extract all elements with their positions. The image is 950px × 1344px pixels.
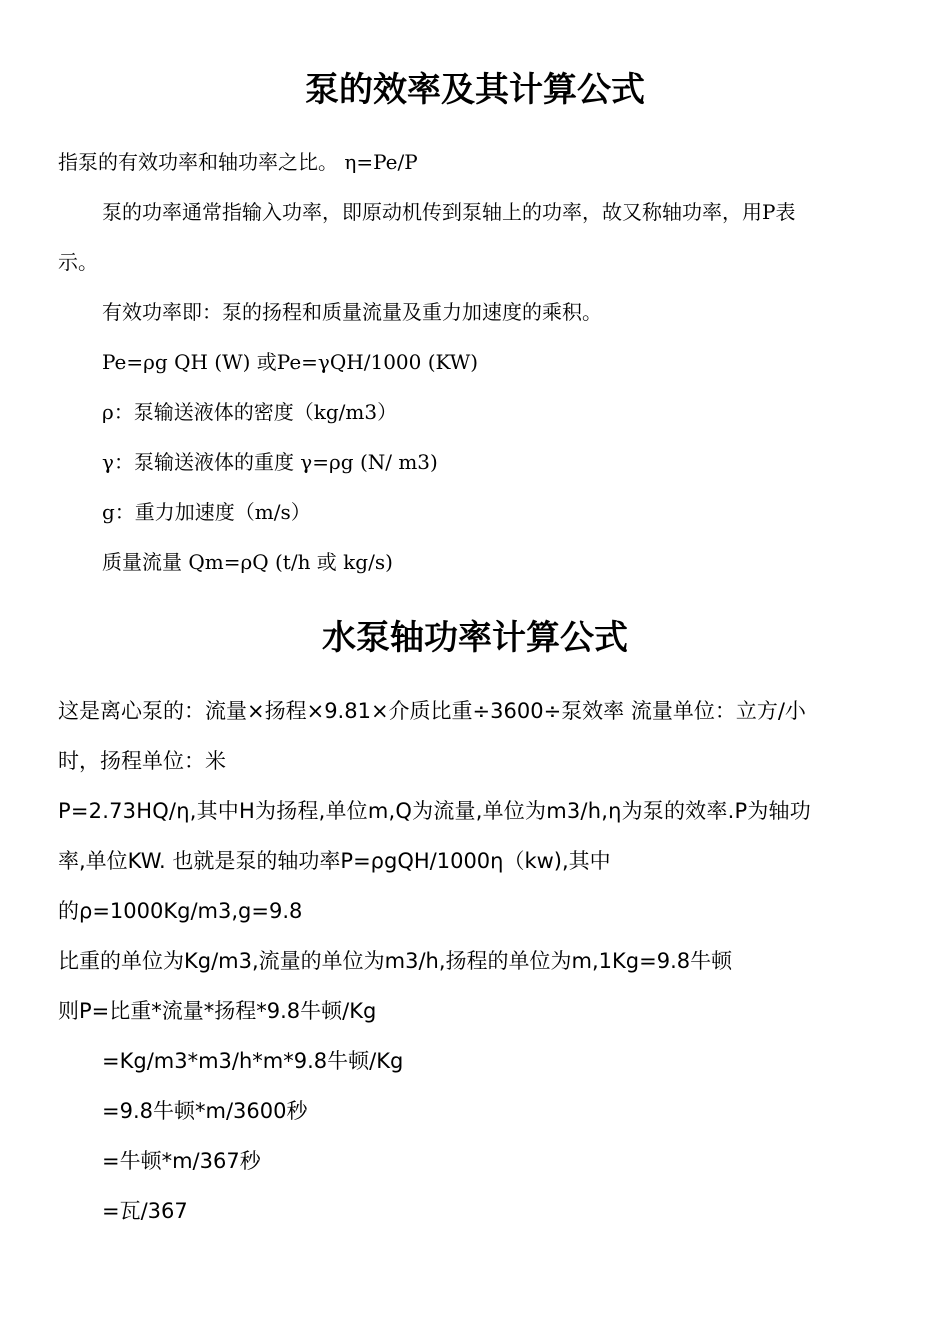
derivation-step-3: =9.8牛顿*m/3600秒 — [102, 1099, 308, 1123]
shaft-power-formula-line: P=2.73HQ/η,其中H为扬程,单位m,Q为流量,单位为m3/h,η为泵的效率.P为轴功 — [58, 799, 811, 823]
section-title-pump-efficiency: 泵的效率及其计算公式 — [305, 70, 645, 110]
gravity-definition: g：重力加速度（m/s） — [102, 500, 311, 524]
density-definition: ρ：泵输送液体的密度（kg/m3） — [102, 400, 398, 424]
derivation-step-1: 则P=比重*流量*扬程*9.8牛顿/Kg — [58, 999, 377, 1023]
unit-definitions-line: 比重的单位为Kg/m3,流量的单位为m3/h,扬程的单位为m,1Kg=9.8牛顿 — [58, 949, 733, 973]
definition-line: 指泵的有效功率和轴功率之比。 η=Pe/P — [58, 150, 418, 174]
effective-power-line: 有效功率即：泵的扬程和质量流量及重力加速度的乘积。 — [102, 300, 602, 324]
derivation-step-2: =Kg/m3*m3/h*m*9.8牛顿/Kg — [102, 1049, 404, 1073]
section-title-shaft-power: 水泵轴功率计算公式 — [322, 618, 628, 658]
shaft-power-line: 泵的功率通常指输入功率，即原动机传到泵轴上的功率，故又称轴功率，用P表 — [102, 200, 796, 224]
units-line: 时，扬程单位：米 — [58, 749, 226, 773]
effective-power-formula: Pe=ρg QH (W) 或Pe=γQH/1000 (KW) — [102, 350, 479, 374]
specific-weight-definition: γ：泵输送液体的重度 γ=ρg (N/ m3) — [102, 450, 438, 474]
centrifugal-pump-line: 这是离心泵的：流量×扬程×9.81×介质比重÷3600÷泵效率 流量单位：立方/小 — [58, 699, 806, 723]
shaft-power-formula-line-continued: 率,单位KW. 也就是泵的轴功率P=ρgQH/1000η（kw),其中 — [58, 849, 611, 873]
derivation-step-4: =牛顿*m/367秒 — [102, 1149, 261, 1173]
shaft-power-line-continued: 示。 — [58, 250, 98, 274]
mass-flow-definition: 质量流量 Qm=ρQ (t/h 或 kg/s) — [102, 550, 393, 574]
derivation-step-5: =瓦/367 — [102, 1199, 188, 1223]
constants-line: 的ρ=1000Kg/m3,g=9.8 — [58, 899, 303, 923]
